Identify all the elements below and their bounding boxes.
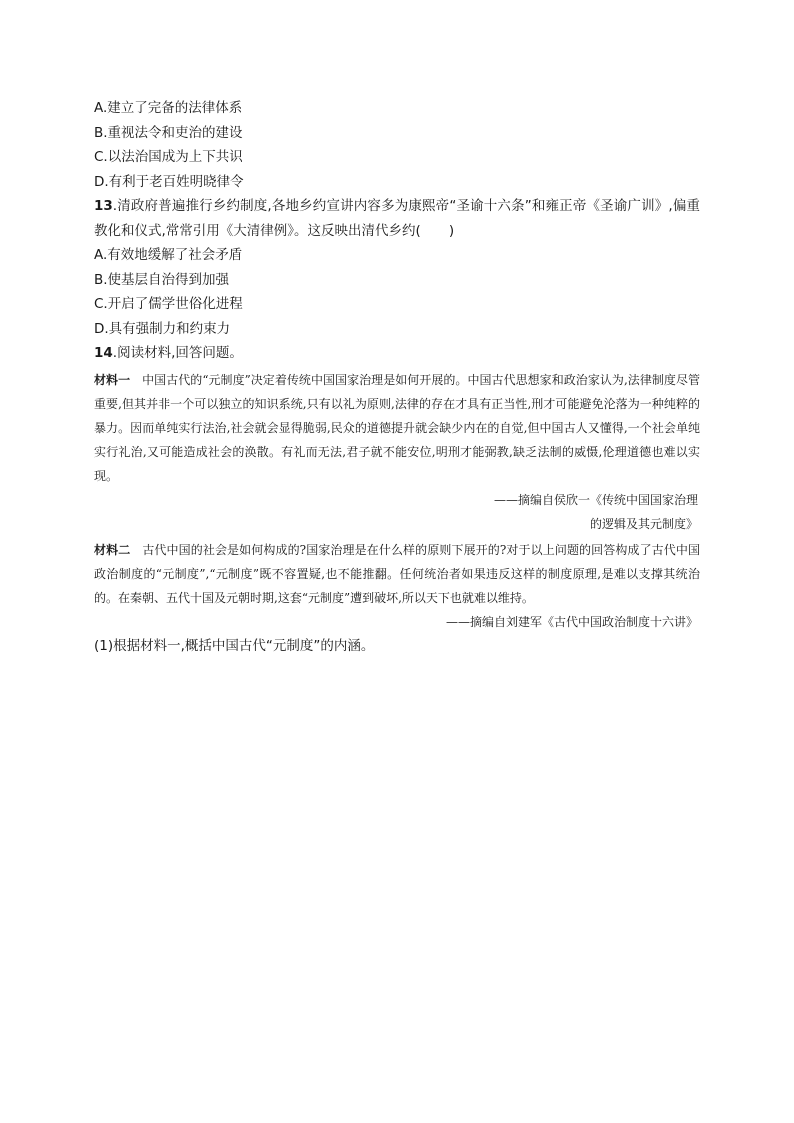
material-1-source-line-2: 的逻辑及其元制度》 xyxy=(589,516,698,531)
q13-option-d: D.具有强制力和约束力 xyxy=(94,320,231,337)
material-1-text: 中国古代的“元制度”决定着传统中国国家治理是如何开展的。中国古代思想家和政治家认为,法律制度尽管重要,但其并非一个可以独立的知识系统,只有以礼为原则,法律的存在才具有正当性,刑才可能避免沦落为一种纯粹的暴力。因而单纯实行法治,社会就会显得脆弱,民众的道德提升就会缺少内在的自觉,但中国古人又懂得,一个社会单纯实行礼治,又可能造成社会的涣散。有礼而无法,君子就不能安位,明刑才能弼教,缺乏法制的威慑,伦理道德也难以实现。 xyxy=(94,372,700,483)
q14-subquestion-1: (1)根据材料一,概括中国古代“元制度”的内涵。 xyxy=(94,637,375,654)
q14-stem xyxy=(94,341,700,366)
q13-option-b: B.使基层自治得到加强 xyxy=(94,271,230,288)
q14-number: 14 xyxy=(94,345,113,361)
q14-stem-text: .阅读材料,回答问题。 xyxy=(112,345,243,361)
q13-stem-text: .清政府普遍推行乡约制度,各地乡约宣讲内容多为康熙帝“圣谕十六条”和雍正帝《圣谕广训》,偏重教化和仪式,常常引用《大清律例》。这反映出清代乡约( xyxy=(94,198,700,239)
q13-option-c: C.开启了儒学世俗化进程 xyxy=(94,296,243,312)
q12-option-b: B.重视法令和吏治的建设 xyxy=(94,124,243,141)
q13-stem-close: ) xyxy=(448,222,455,239)
q13-stem xyxy=(94,194,700,243)
material-2-source: ——摘编自刘建军《古代中国政治制度十六讲》 xyxy=(445,614,698,629)
q12-options xyxy=(94,96,700,194)
material-2-text: 古代中国的社会是如何构成的?国家治理是在什么样的原则下展开的?对于以上问题的回答构成了古代中国政治制度的“元制度”,“元制度”既不容置疑,也不能推翻。任何统治者如果违反这样的制度原理,是难以支撑其统治的。在秦朝、五代十国及元朝时期,这套“元制度”遭到破坏,所以天下也就难以维持。 xyxy=(94,542,700,605)
q12-option-a: A.建立了完备的法律体系 xyxy=(94,100,243,116)
material-1 xyxy=(94,368,700,488)
material-2-label: 材料二 xyxy=(94,542,131,557)
material-1-source-line-1: ——摘编自侯欣一《传统中国国家治理 xyxy=(493,492,698,507)
q12-option-c: C.以法治国成为上下共识 xyxy=(94,149,243,165)
question-13 xyxy=(94,194,700,341)
q13-option-a: A.有效地缓解了社会矛盾 xyxy=(94,247,243,263)
exam-page xyxy=(94,96,700,658)
q13-number: 13 xyxy=(94,198,113,214)
material-2 xyxy=(94,538,700,610)
material-1-label: 材料一 xyxy=(94,372,131,387)
q12-option-d: D.有利于老百姓明晓律令 xyxy=(94,173,244,190)
question-14 xyxy=(94,341,700,658)
